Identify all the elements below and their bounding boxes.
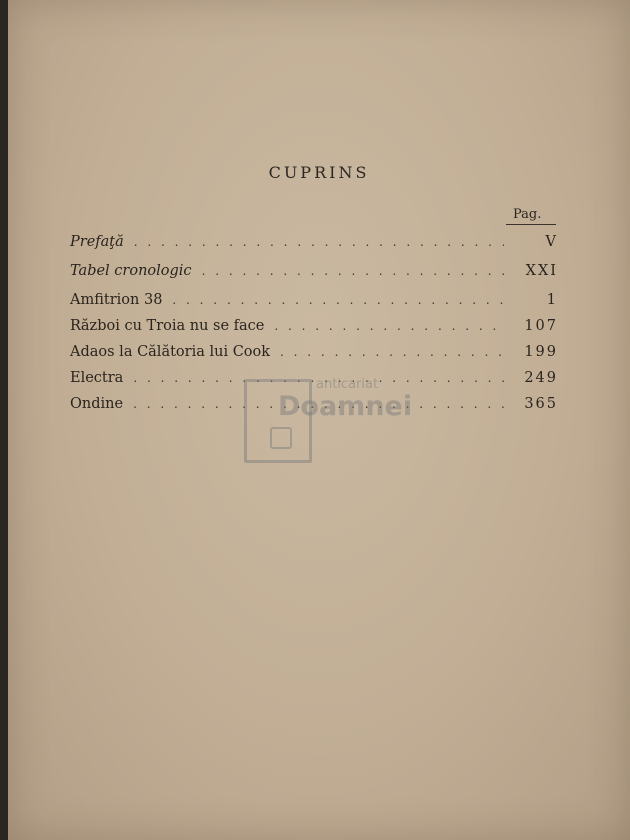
- watermark-line2: Doamnei: [278, 391, 413, 422]
- toc-entry-title: Prefaţă: [70, 234, 124, 250]
- toc-entry: [70, 287, 558, 313]
- page-title: CUPRINS: [268, 163, 370, 182]
- toc-entry-title: Ondine: [70, 396, 124, 412]
- toc-entry-page: 107: [524, 318, 558, 334]
- toc-entry: [70, 339, 558, 365]
- toc-entry-title: Război cu Troia nu se face: [70, 318, 265, 334]
- page-column-underline: [506, 224, 556, 225]
- toc-entry: [70, 313, 558, 339]
- watermark-book-icon: [270, 427, 292, 449]
- toc-entry-page: 1: [546, 292, 558, 308]
- dot-leader: [134, 229, 504, 255]
- toc-entry-title: Amfitrion 38: [70, 292, 163, 308]
- toc-entry-page: V: [545, 234, 558, 250]
- watermark-logo: [244, 377, 414, 463]
- toc-entry-page: 365: [524, 396, 558, 412]
- toc-entry-page: 199: [524, 344, 558, 360]
- page-column-label: Pag.: [513, 207, 542, 222]
- dot-leader: [202, 258, 504, 284]
- dot-leader: [280, 339, 504, 365]
- toc-entry-page: 249: [524, 370, 558, 386]
- toc-entry-title: Adaos la Călătoria lui Cook: [70, 344, 271, 360]
- toc-entry-title: Tabel cronologic: [70, 263, 192, 279]
- toc-entry-title: Electra: [70, 370, 124, 386]
- book-page: [8, 0, 630, 840]
- toc-entry-page: XXI: [525, 263, 558, 279]
- toc-entry: [70, 258, 558, 284]
- watermark-line1: anticariat: [316, 377, 379, 392]
- dot-leader: [172, 287, 504, 313]
- dot-leader: [274, 313, 504, 339]
- toc-entry: [70, 229, 558, 255]
